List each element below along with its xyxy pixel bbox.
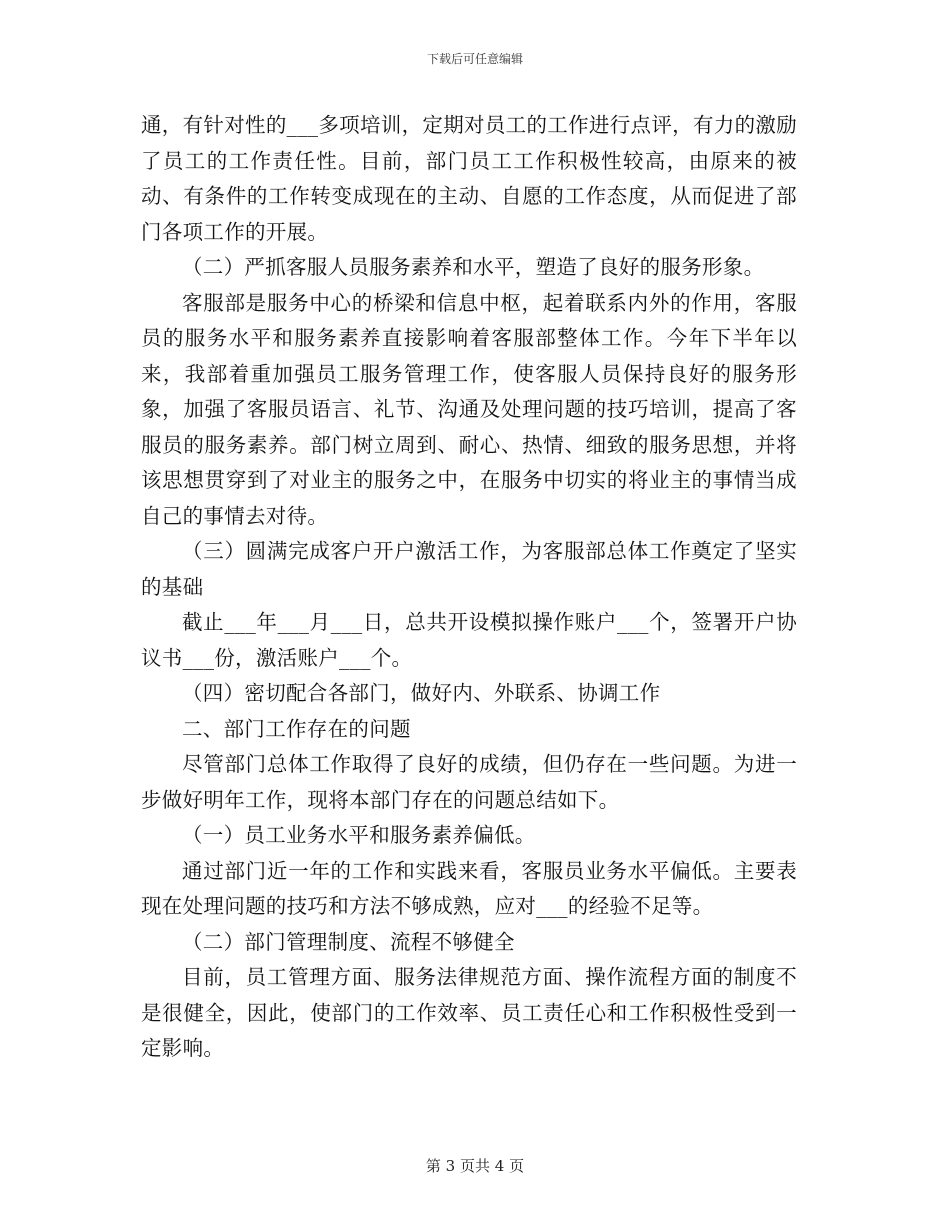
section-heading: 二、部门工作存在的问题 <box>182 716 411 741</box>
paragraph-9: （一）员工业务水平和服务素养偏低。 <box>182 823 536 847</box>
page-footer: 第 3 页共 4 页 <box>425 1157 525 1175</box>
paragraph-1: 通，有针对性的___多项培训，定期对员工的工作进行点评，有力的激励了员工的工作责任性。目前，部门员工工作积极性较高，由原来的被动、有条件的工作转变成现在的主动、自愿的工作态度，从而促进了部门各项工作的开展。 <box>141 113 797 244</box>
paragraph-3: 客服部是服务中心的桥梁和信息中枢，起着联系内外的作用，客服员的服务水平和服务素养直接影响着客服部整体工作。今年下半年以来，我部着重加强员工服务管理工作，使客服人员保持良好的服务形象，加强了客服员语言、礼节、沟通及处理问题的技巧培训，提高了客服员的服务素养。部门树立周到、耐心、热情、细致的服务思想，并将该思想贯穿到了对业主的服务之中，在服务中切实的将业主的事情当成自己的事情去对待。 <box>141 290 797 528</box>
paragraph-5: 截止___年___月___日，总共开设模拟操作账户___个，签署开户协议书___份，激活账户___个。 <box>141 610 797 670</box>
paragraph-2: （二）严抓客服人员服务素养和水平，塑造了良好的服务形象。 <box>182 255 765 279</box>
page-header: 下载后可任意编辑 <box>426 52 523 66</box>
paragraph-12: 目前，员工管理方面、服务法律规范方面、操作流程方面的制度不是很健全，因此，使部门的工作效率、员工责任心和工作积极性受到一定影响。 <box>141 965 797 1060</box>
document-body <box>141 108 797 1067</box>
paragraph-10: 通过部门近一年的工作和实践来看，客服员业务水平偏低。主要表现在处理问题的技巧和方法不够成熟，应对___的经验不足等。 <box>141 858 797 918</box>
paragraph-4: （三）圆满完成客户开户激活工作，为客服部总体工作奠定了坚实的基础 <box>141 539 797 599</box>
paragraph-6: （四）密切配合各部门，做好内、外联系、协调工作 <box>182 681 661 705</box>
paragraph-11: （二）部门管理制度、流程不够健全 <box>182 929 515 954</box>
paragraph-8: 尽管部门总体工作取得了良好的成绩，但仍存在一些问题。为进一步做好明年工作，现将本部门存在的问题总结如下。 <box>141 752 797 812</box>
